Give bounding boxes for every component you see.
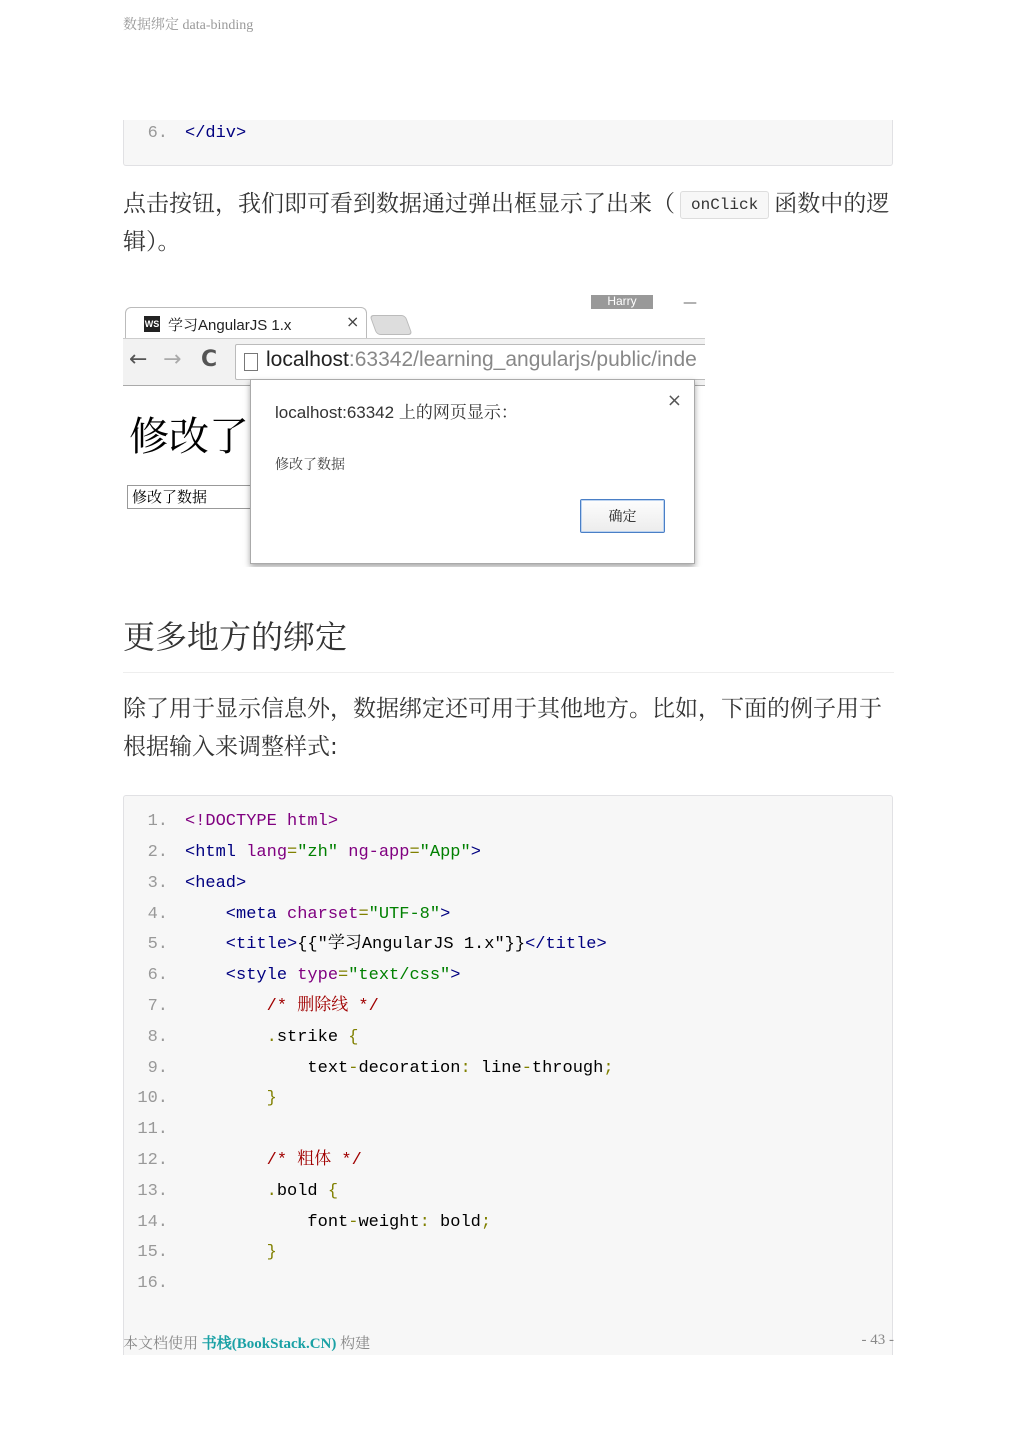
inline-code-onclick: onClick — [680, 191, 769, 219]
code-line: 1. <!DOCTYPE html> — [147, 812, 339, 831]
code-line: 10. } — [137, 1089, 277, 1108]
code-line: 6. <style type="text/css"> — [147, 966, 461, 985]
page-heading: 修改了 — [129, 414, 249, 460]
page-number: - 43 - — [861, 1332, 894, 1348]
browser-tab[interactable] — [125, 307, 367, 340]
code-line: 4. <meta charset="UTF-8"> — [147, 905, 451, 924]
footer-suffix: 构建 — [336, 1336, 371, 1352]
line-number: 6. — [147, 124, 168, 143]
section-heading: 更多地方的绑定 — [123, 612, 894, 673]
code-line: 12. /* 粗体 */ — [137, 1151, 362, 1170]
dialog-message: 修改了数据 — [275, 457, 345, 473]
code-line: 15. } — [137, 1243, 277, 1262]
browser-screenshot — [123, 295, 705, 567]
paragraph-text: 函数中的逻辑）。 — [123, 191, 890, 255]
code-block — [123, 795, 893, 1355]
back-arrow-icon[interactable]: ← — [129, 347, 148, 372]
alert-dialog — [250, 379, 695, 564]
code-line: 5. <title>{{"学习AngularJS 1.x"}}</title> — [147, 935, 607, 954]
code-line: 2. <html lang="zh" ng-app="App"> — [147, 843, 481, 862]
minimize-icon[interactable]: — — [683, 295, 697, 311]
paragraph-alert — [123, 185, 898, 261]
paragraph-more-binding: 除了用于显示信息外，数据绑定还可用于其他地方。比如，下面的例子用于根据输入来调整样式: — [123, 696, 882, 760]
bookstack-link[interactable]: 书栈(BookStack.CN) — [201, 1336, 337, 1352]
tab-strip — [123, 295, 705, 339]
running-header: 数据绑定 data-binding — [123, 18, 254, 33]
code-line — [124, 122, 246, 146]
code-text: </div> — [185, 124, 247, 143]
code-line: 11. — [137, 1120, 168, 1139]
dialog-title: localhost:63342 上的网页显示： — [275, 403, 518, 422]
reload-icon[interactable]: C — [201, 347, 218, 372]
code-line: 9. text-decoration: line-through; — [147, 1059, 614, 1078]
code-line: 14. font-weight: bold; — [137, 1213, 492, 1232]
ok-button[interactable]: 确定 — [580, 499, 665, 533]
webstorm-icon: WS — [144, 316, 160, 332]
address-bar[interactable] — [235, 344, 705, 380]
close-icon[interactable]: × — [666, 390, 682, 411]
footer-prefix: 本文档使用 — [123, 1336, 202, 1352]
url-text: localhost:63342/learning_angularjs/public/inde — [266, 348, 697, 371]
page-text-input[interactable]: 修改了数据 — [127, 485, 263, 509]
code-block-continued — [123, 120, 893, 166]
close-icon[interactable]: × — [346, 312, 360, 331]
page-icon — [244, 353, 258, 371]
tab-title: 学习AngularJS 1.x — [168, 317, 292, 334]
page-footer — [123, 1332, 894, 1353]
user-badge[interactable]: Harry — [591, 295, 653, 309]
code-line: 8. .strike { — [147, 1028, 359, 1047]
new-tab-button[interactable] — [369, 315, 412, 335]
code-line: 13. .bold { — [137, 1182, 339, 1201]
paragraph-text: 点击按钮，我们即可看到数据通过弹出框显示了出来（ — [123, 191, 675, 217]
code-line: 7. /* 删除线 */ — [147, 997, 379, 1016]
code-line: 16. — [137, 1274, 168, 1293]
code-line: 3. <head> — [147, 874, 247, 893]
forward-arrow-icon[interactable]: → — [163, 347, 182, 372]
